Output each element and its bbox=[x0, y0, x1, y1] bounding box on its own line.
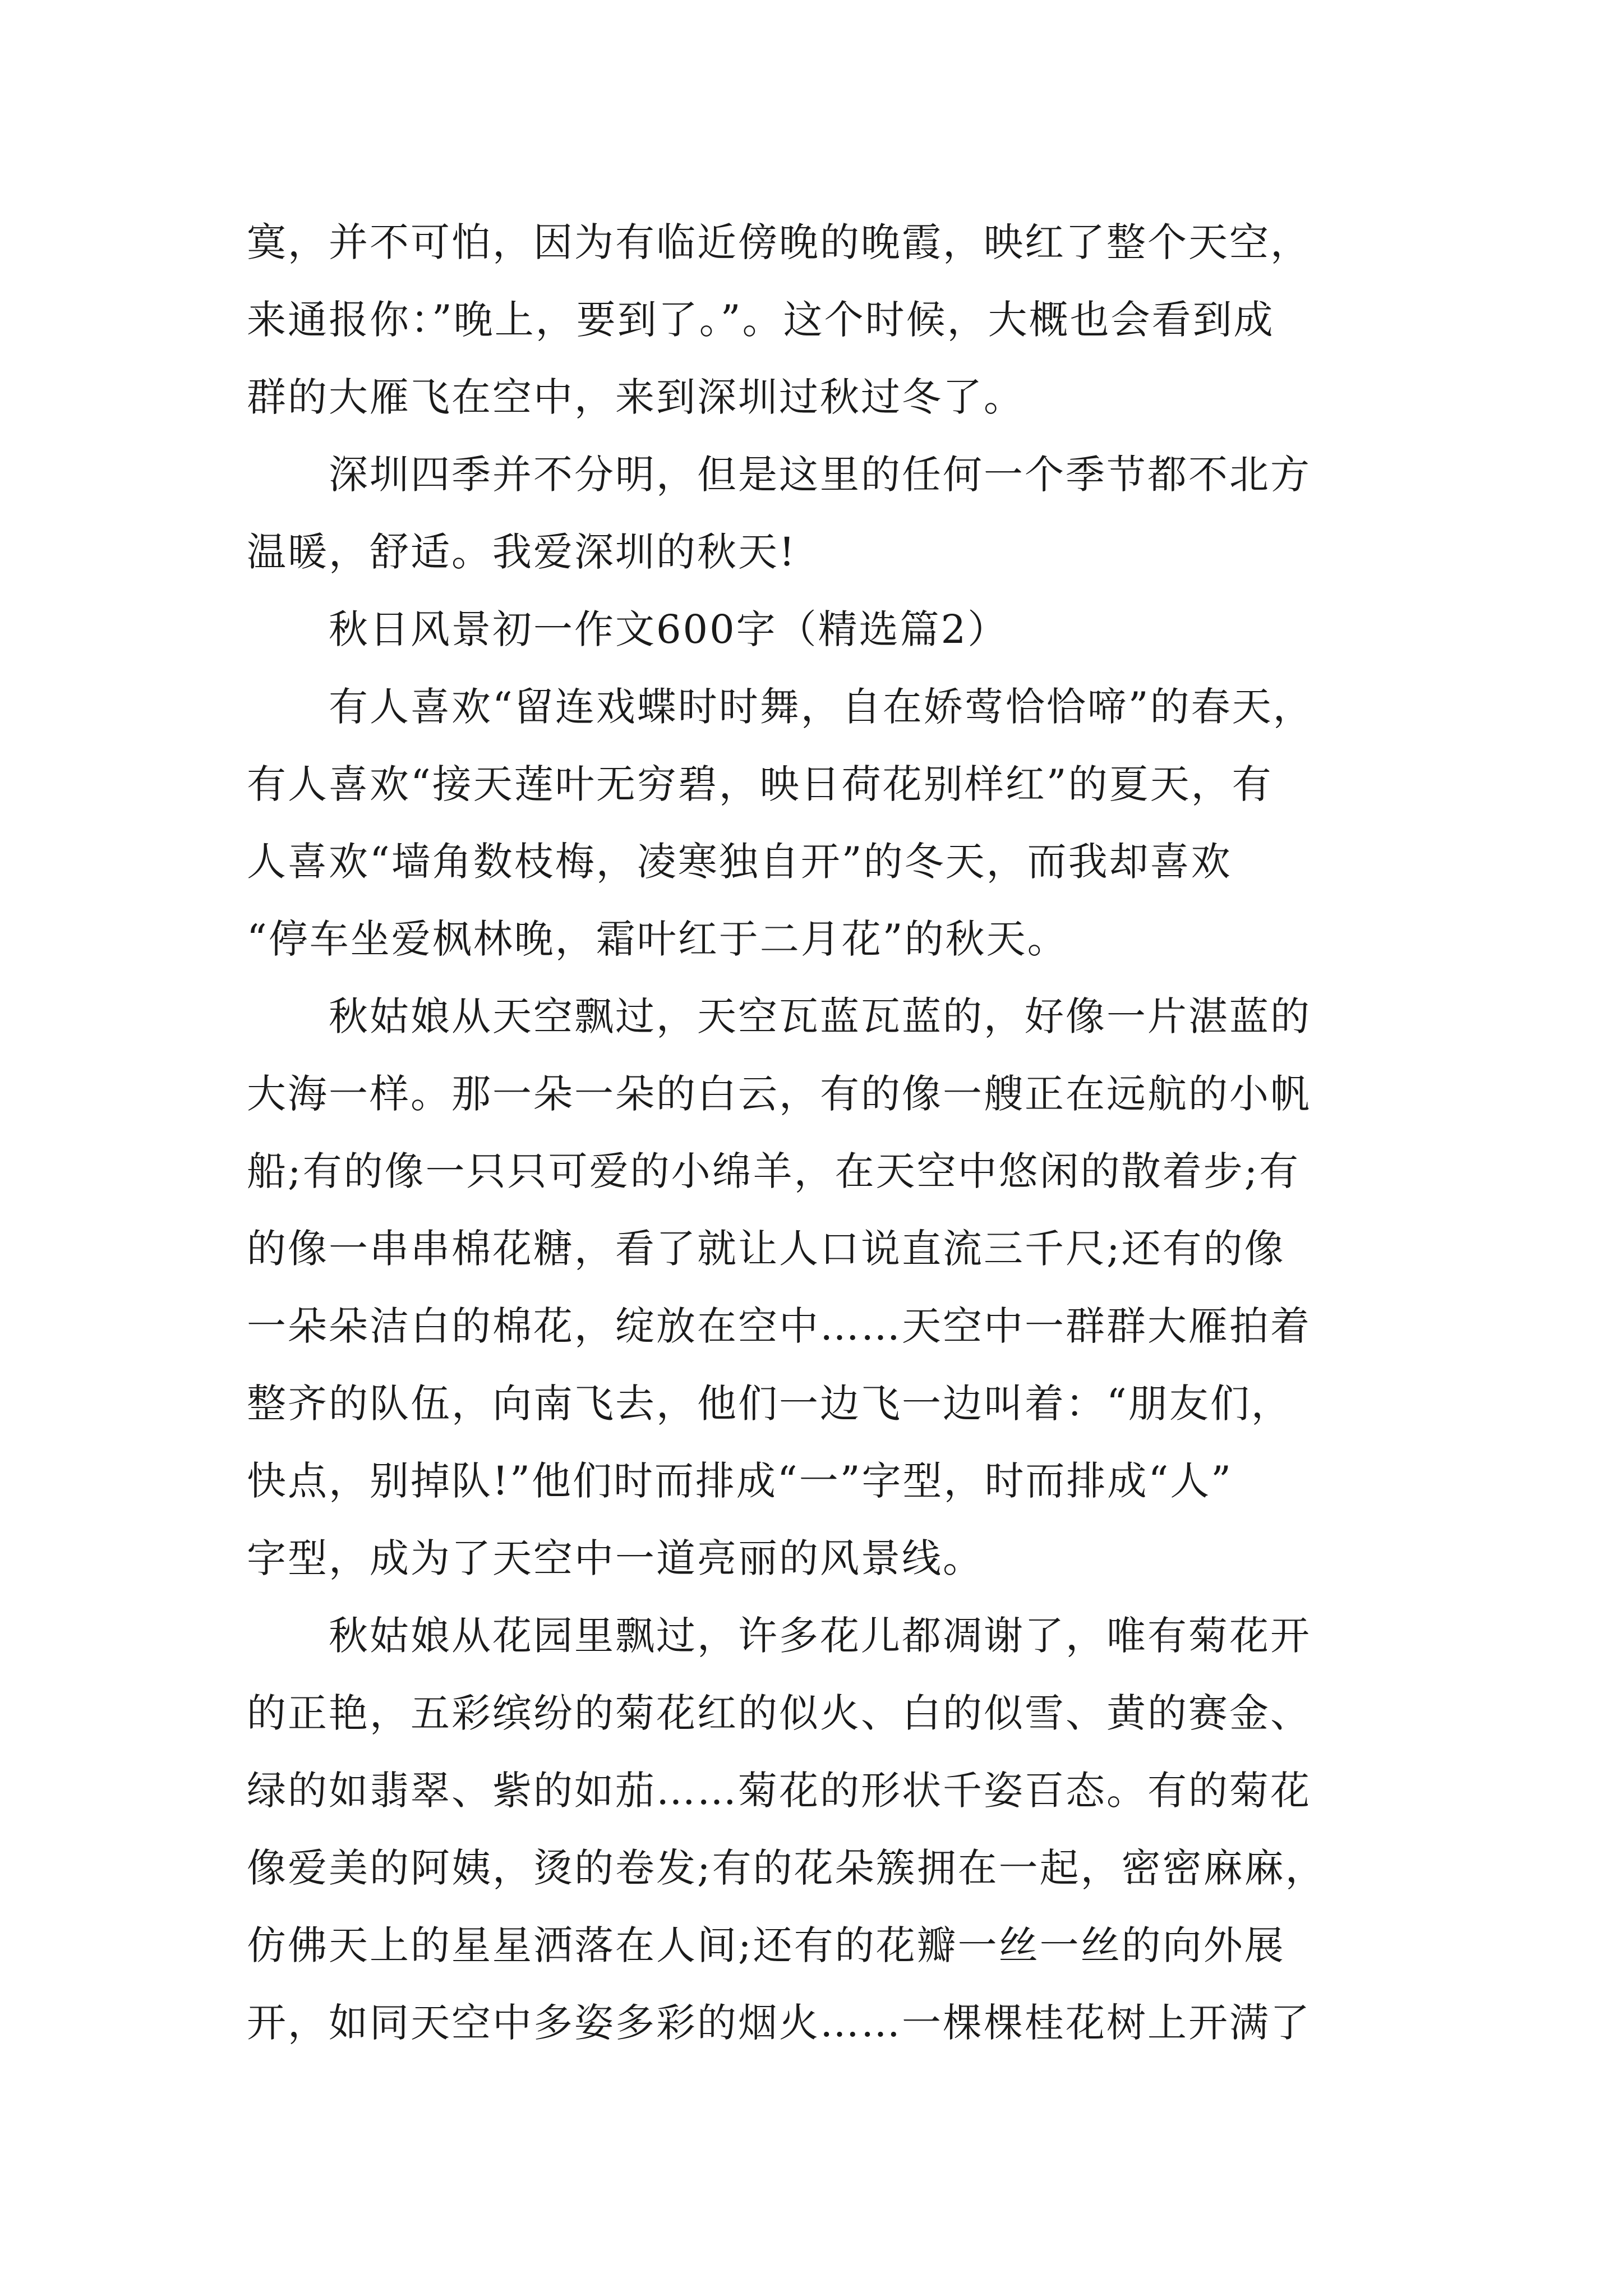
text-line: 快点，别掉队!”他们时而排成“一”字型，时而排成“人” bbox=[247, 1458, 1233, 1504]
text-line: 人喜欢“墙角数枝梅，凌寒独自开”的冬天，而我却喜欢 bbox=[247, 839, 1232, 885]
text-line: 的正艳，五彩缤纷的菊花红的似火、白的似雪、黄的赛金、 bbox=[247, 1690, 1311, 1736]
text-line: 一朵朵洁白的棉花，绽放在空中……天空中一群群大雁拍着 bbox=[247, 1303, 1311, 1349]
article-body bbox=[247, 204, 1402, 2062]
text-line: 的像一串串棉花糖，看了就让人口说直流三千尺;还有的像 bbox=[247, 1226, 1285, 1272]
text-line: 像爱美的阿姨，烫的卷发;有的花朵簇拥在一起，密密麻麻， bbox=[247, 1845, 1326, 1891]
text-line: 绿的如翡翠、紫的如茄……菊花的形状千姿百态。有的菊花 bbox=[247, 1768, 1311, 1814]
text-line: 船;有的像一只只可爱的小绵羊，在天空中悠闲的散着步;有 bbox=[247, 1148, 1301, 1194]
text-line: 整齐的队伍，向南飞去，他们一边飞一边叫着：“朋友们， bbox=[247, 1381, 1292, 1427]
text-line: 字型，成为了天空中一道亮丽的风景线。 bbox=[247, 1535, 984, 1581]
text-line: 开，如同天空中多姿多彩的烟火……一棵棵桂花树上开满了 bbox=[247, 2000, 1311, 2046]
text-line: 秋姑娘从天空飘过，天空瓦蓝瓦蓝的，好像一片湛蓝的 bbox=[329, 993, 1311, 1039]
text-line: 寞，并不可怕，因为有临近傍晚的晚霞，映红了整个天空， bbox=[247, 219, 1311, 265]
section-heading: 秋日风景初一作文600字（精选篇2） bbox=[329, 606, 1009, 652]
text-line: 来通报你：”晚上，要到了。”。这个时候，大概也会看到成 bbox=[247, 297, 1275, 343]
text-line: 仿佛天上的星星洒落在人间;还有的花瓣一丝一丝的向外展 bbox=[247, 1922, 1285, 1968]
text-line: 大海一样。那一朵一朵的白云，有的像一艘正在远航的小帆 bbox=[247, 1071, 1311, 1117]
text-line: 有人喜欢“接天莲叶无穷碧，映日荷花别样红”的夏天，有 bbox=[247, 761, 1273, 807]
text-line: 有人喜欢“留连戏蝶时时舞，自在娇莺恰恰啼”的春天， bbox=[329, 684, 1314, 730]
text-line: 温暖，舒适。我爱深圳的秋天! bbox=[247, 529, 797, 575]
text-line: 群的大雁飞在空中，来到深圳过秋过冬了。 bbox=[247, 374, 1025, 420]
text-line: “停车坐爱枫林晚，霜叶红于二月花”的秋天。 bbox=[247, 916, 1068, 962]
text-line: 秋姑娘从花园里飘过，许多花儿都凋谢了，唯有菊花开 bbox=[329, 1613, 1311, 1659]
text-line: 深圳四季并不分明，但是这里的任何一个季节都不北方 bbox=[329, 452, 1311, 498]
